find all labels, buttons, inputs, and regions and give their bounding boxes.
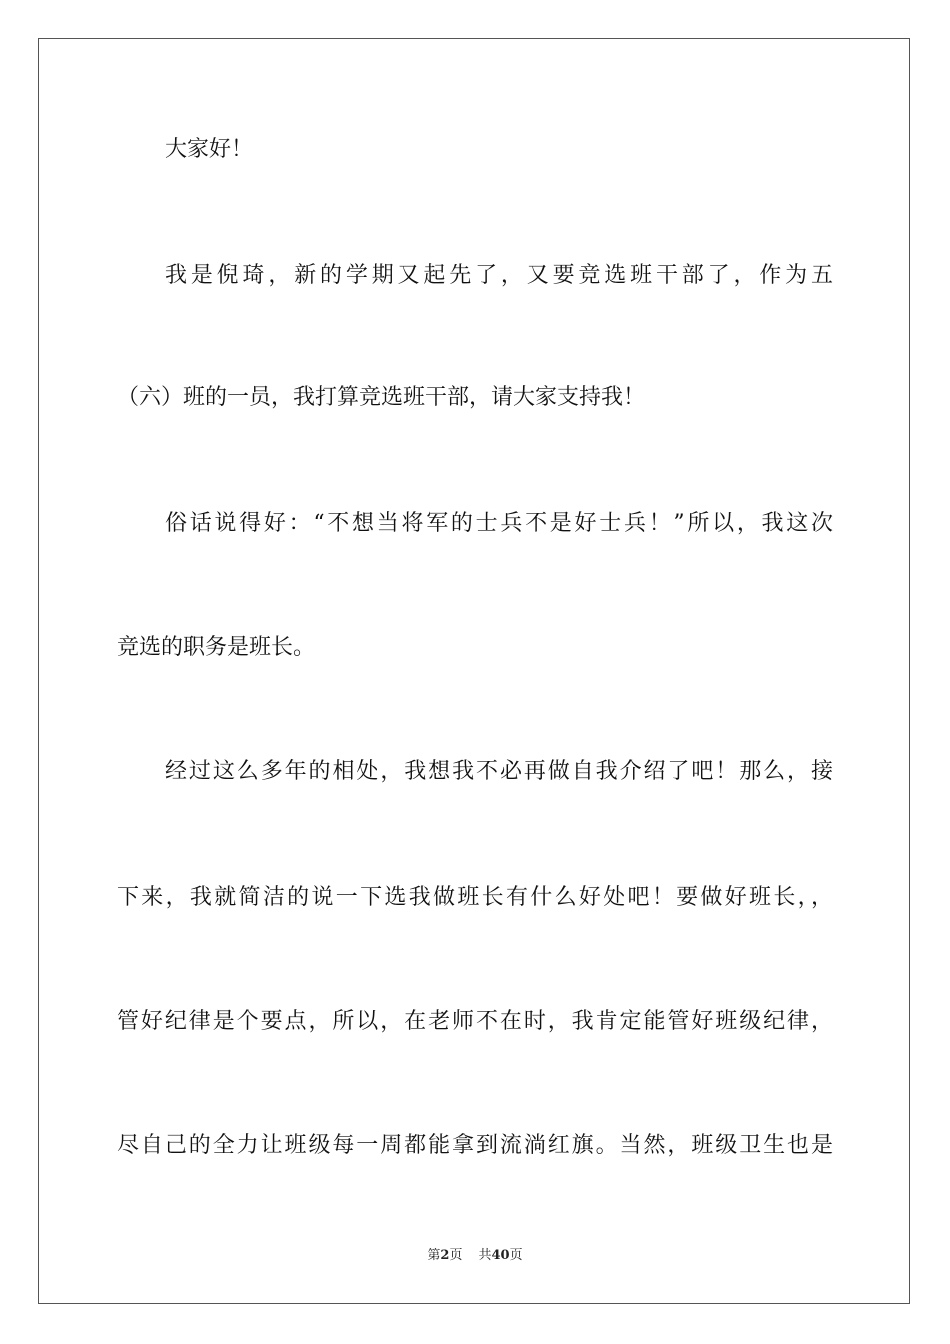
footer-total-pages: 40 — [491, 1248, 510, 1263]
footer-total-suffix: 页 — [509, 1248, 523, 1263]
paragraph-line-6: 经过这么多年的相处，我想我不必再做自我介绍了吧！那么，接 — [165, 759, 833, 784]
footer-page-number: 2 — [440, 1248, 450, 1263]
footer-page-suffix: 页 — [449, 1248, 463, 1263]
paragraph-line-2: 我是倪琦，新的学期又起先了，又要竞选班干部了，作为五 — [165, 263, 833, 288]
paragraph-line-3: （六）班的一员，我打算竞选班干部，请大家支持我！ — [117, 385, 646, 410]
footer-total-prefix: 共 — [478, 1248, 492, 1263]
paragraph-line-7: 下来，我就简洁的说一下选我做班长有什么好处吧！要做好班长，， — [117, 885, 833, 910]
paragraph-line-9: 尽自己的全力让班级每一周都能拿到流淌红旗。当然，班级卫生也是 — [117, 1133, 833, 1158]
paragraph-line-8: 管好纪律是个要点，所以，在老师不在时，我肯定能管好班级纪律， — [117, 1009, 833, 1034]
footer-page-prefix: 第 — [427, 1248, 441, 1263]
paragraph-line-1: 大家好！ — [165, 137, 254, 162]
page-border — [38, 38, 910, 1304]
paragraph-line-4: 俗话说得好：“不想当将军的士兵不是好士兵！”所以，我这次 — [165, 511, 833, 536]
paragraph-line-5: 竞选的职务是班长。 — [117, 635, 316, 660]
page-footer — [0, 1247, 950, 1265]
